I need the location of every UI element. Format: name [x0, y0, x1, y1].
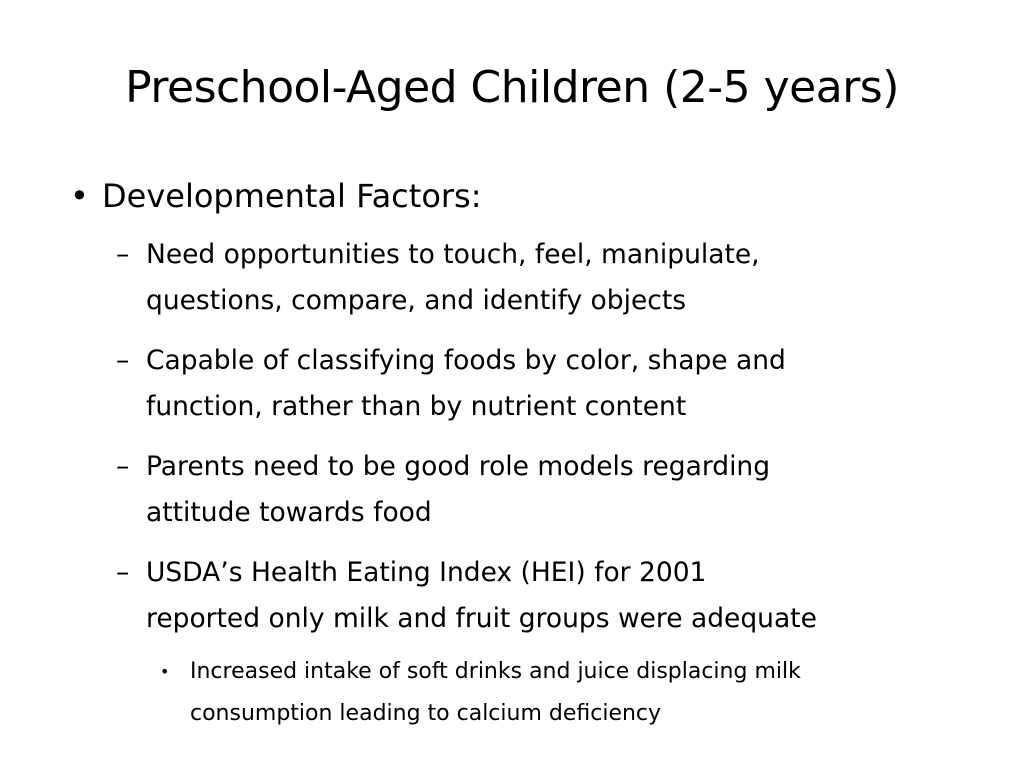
sub-item-line: attitude towards food — [146, 497, 432, 528]
dash-marker: – — [116, 239, 130, 270]
sub-item-line: Capable of classifying foods by color, shape and — [146, 345, 786, 376]
sub-item-line: reported only milk and fruit groups were adequate — [146, 603, 817, 634]
sub-item-line: USDA’s Health Eating Index (HEI) for 2001 — [146, 557, 707, 588]
dash-marker: – — [116, 345, 130, 376]
sub-sub-item-line: Increased intake of soft drinks and juice displacing milk — [190, 659, 801, 684]
bullet-marker: • — [70, 177, 89, 215]
sub-item-line: Need opportunities to touch, feel, manipulate, — [146, 239, 760, 270]
dash-marker: – — [116, 451, 130, 482]
sub-item-line: questions, compare, and identify objects — [146, 285, 687, 316]
small-bullet-marker: • — [160, 662, 170, 681]
sub-item-line: Parents need to be good role models regarding — [146, 451, 771, 482]
dash-marker: – — [116, 557, 130, 588]
bullet-text: Developmental Factors: — [102, 177, 482, 215]
slide-title: Preschool-Aged Children (2-5 years) — [125, 62, 899, 113]
sub-sub-item-line: consumption leading to calcium deficiency — [190, 701, 662, 726]
sub-item-line: function, rather than by nutrient content — [146, 391, 687, 422]
